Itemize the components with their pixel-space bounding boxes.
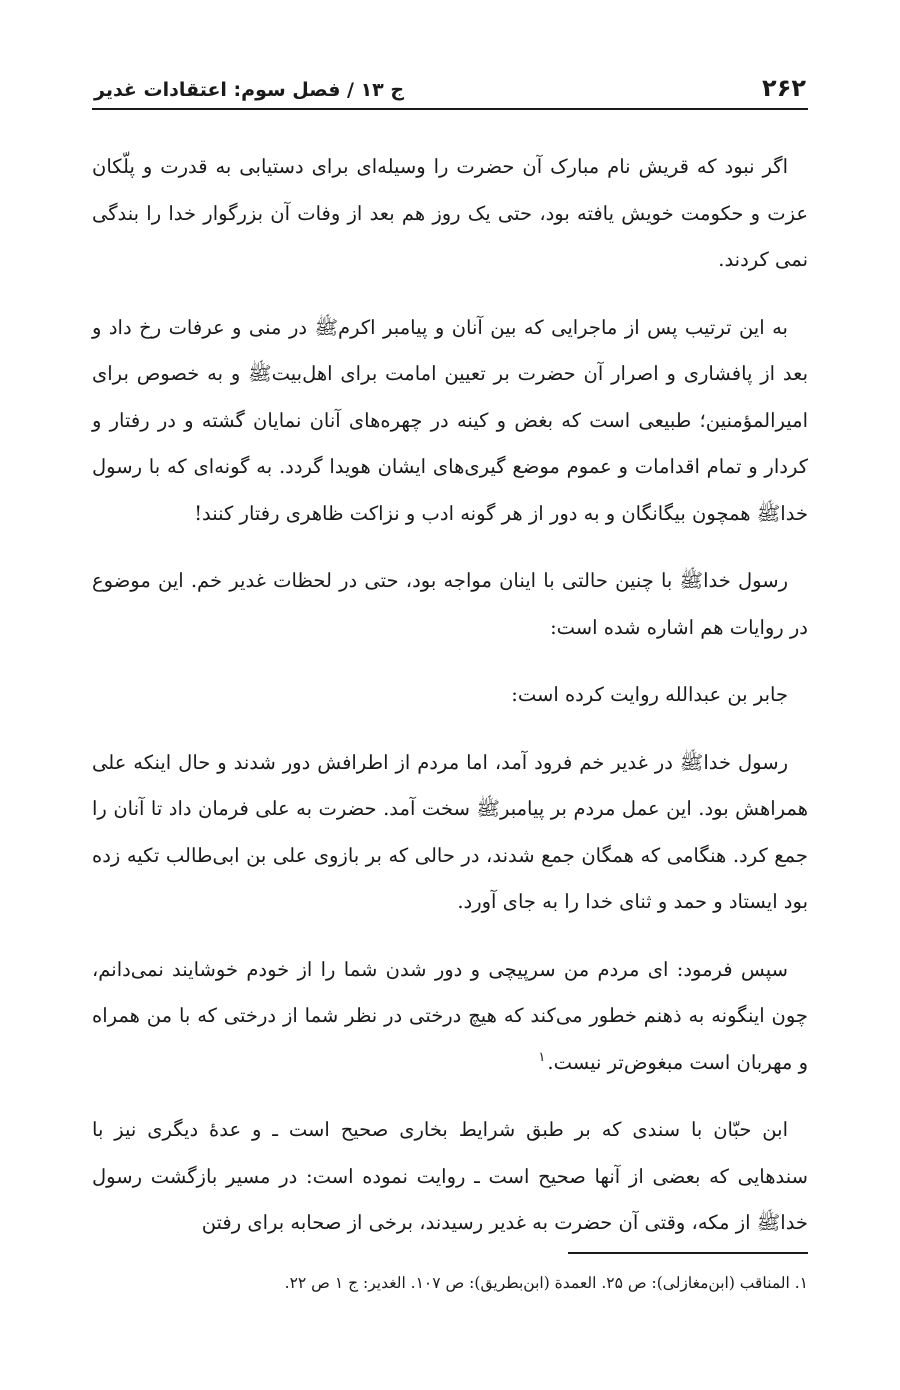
paragraph: رسول خداﷺ با چنین حالتی با اینان مواجه بود، حتی در لحظات غدیر خم. این موضوع در روایات هم اشاره شده است: — [92, 569, 808, 639]
footnote-marker: ۱ — [538, 1050, 546, 1065]
page-number: ۲۶۲ — [762, 74, 806, 102]
book-page — [92, 60, 808, 1350]
running-title: ج ۱۳ / فصل سوم: اعتقادات غدیر — [94, 79, 405, 101]
body-text — [92, 144, 808, 1247]
paragraph: ابن حبّان با سندی که بر طبق شرایط بخاری صحیح است ـ و عدهٔ دیگری نیز با سندهایی که بعضی از آنها صحیح است ـ روایت نموده است: در مسیر بازگشت رسول خداﷺ از مکه، وقتی آن حضرت به غدیر رسیدند، برخی از صحابه برای رفتن — [92, 1118, 808, 1234]
running-header — [92, 60, 808, 110]
paragraph: جابر بن عبدالله روایت کرده است: — [511, 683, 788, 706]
footnote: ۱. المناقب (ابن‌مغازلی): ص ۲۵. العمدة (ابن‌بطریق): ص ۱۰۷. الغدیر: ج ۱ ص ۲۲. — [284, 1274, 808, 1292]
paragraph: اگر نبود که قریش نام مبارک آن حضرت را وسیله‌ای برای دستیابی به قدرت و پلّکان عزت و حکومت خویش یافته بود، حتی یک روز هم بعد از وفات آن بزرگوار خدا را بندگی نمی کردند. — [92, 155, 808, 271]
paragraph-text: سپس فرمود: ای مردم من سرپیچی و دور شدن شما را از خودم خوشایند نمی‌دانم، چون اینگونه به ذهنم خطور می‌کند که هیچ درختی در نظر شما از درختی که با من همراه و مهربان است مبغوض‌تر نیست. — [92, 957, 808, 1074]
footnote-divider — [568, 1252, 808, 1254]
paragraph: به این ترتیب پس از ماجرایی که بین آنان و پیامبر اکرمﷺ در منی و عرفات رخ داد و بعد از پافشاری و اصرار آن حضرت بر تعیین امامت برای اهل‌بیتﷺ و به خصوص برای امیرالمؤمنین؛ طبیعی است که بغض و کینه در چهره‌های آنان نمایان گشته و در رفتار و کردار و تمام اقدامات و عموم موضع گیری‌های ایشان هویدا گردد. به گونه‌ای که با رسول خداﷺ همچون بیگانگان و به دور از هر گونه ادب و نزاکت ظاهری رفتار کنند! — [92, 315, 808, 525]
paragraph: رسول خداﷺ در غدیر خم فرود آمد، اما مردم از اطرافش دور شدند و حال اینکه علی همراهش بود. این عمل مردم بر پیامبرﷺ سخت آمد. حضرت به علی فرمان داد تا آنان را جمع کرد. هنگامی که همگان جمع شدند، در حالی که بر بازوی علی بن ابی‌طالب تکیه زده بود ایستاد و حمد و ثنای خدا را به جای آورد. — [92, 750, 808, 913]
paragraph-with-footnote — [92, 947, 808, 1087]
